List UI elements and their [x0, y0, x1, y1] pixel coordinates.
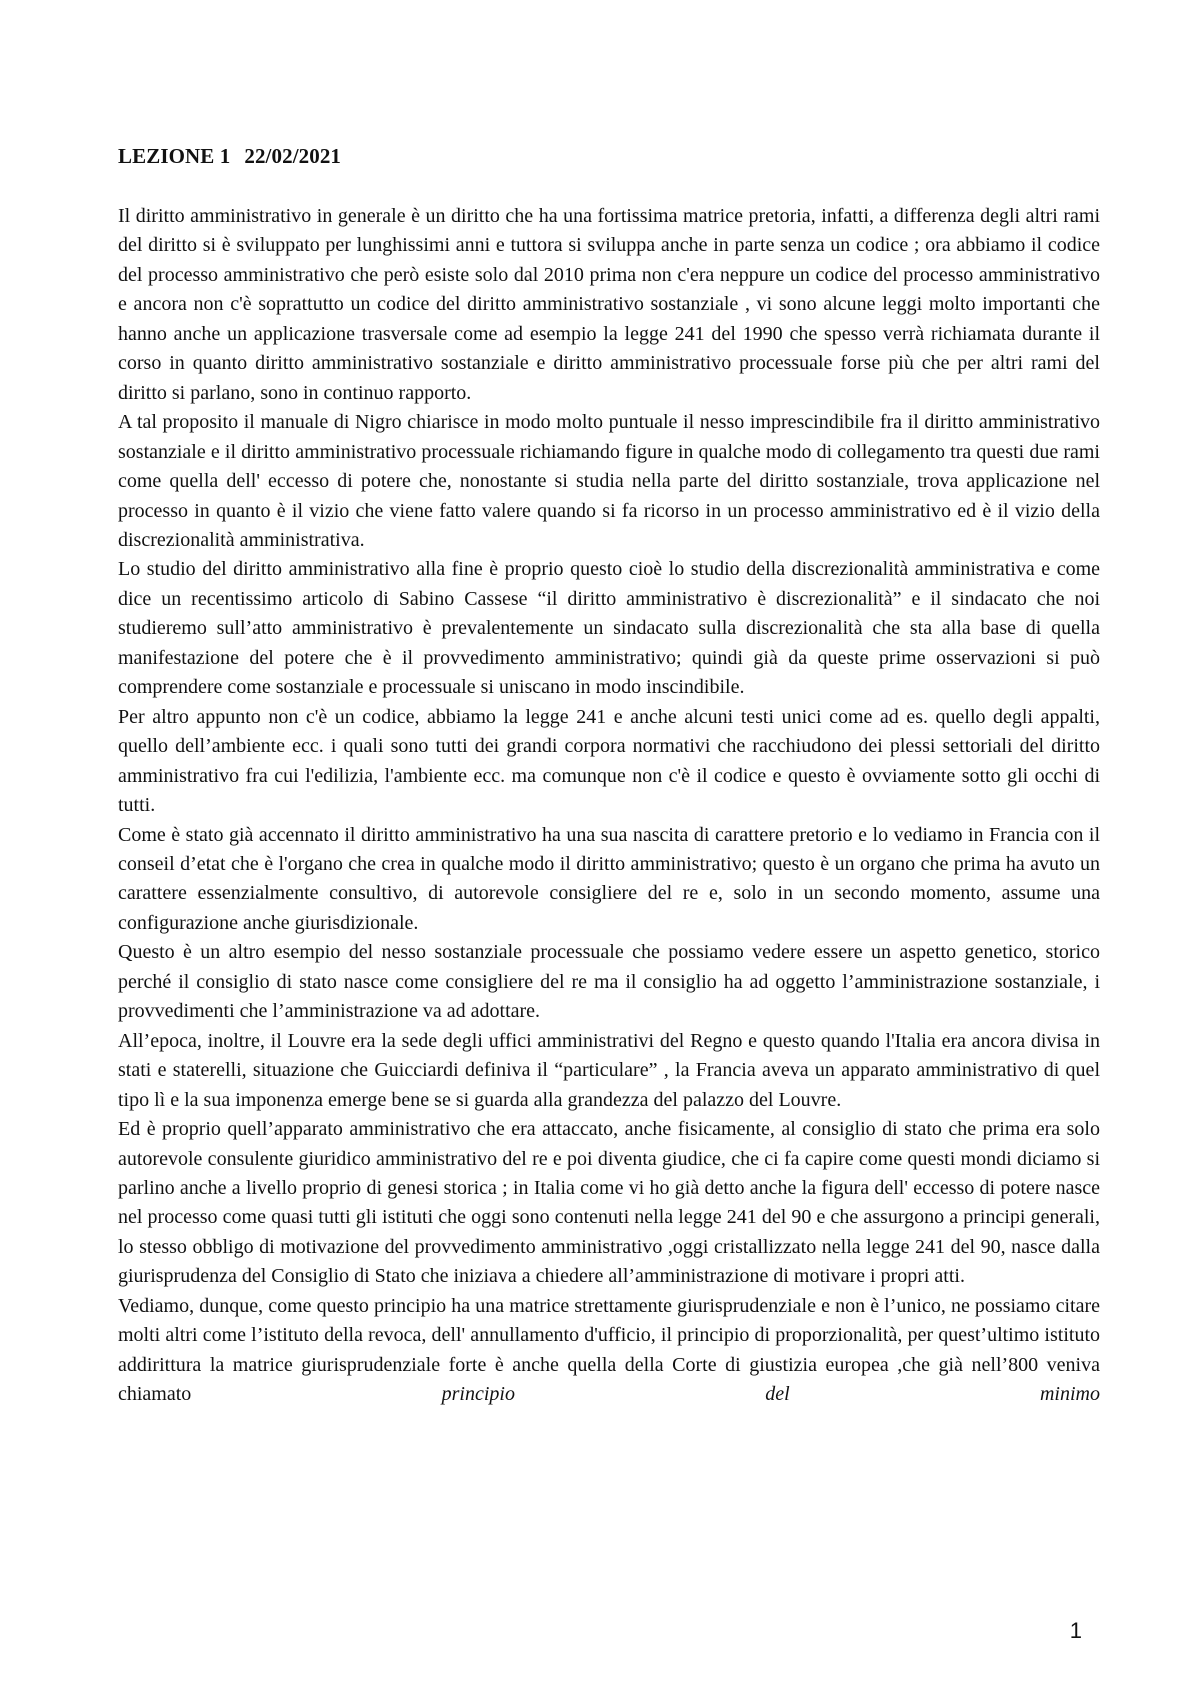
paragraph-principio-text: Vediamo, dunque, come questo principio ha una matrice strettamente giurisprudenziale e non è l’unico, ne possiamo citare molti altri come l’istituto della revoca, dell' annullamento d'ufficio, il principio di proporzionalità, per quest’ultimo istituto addirittura la matrice giurisprudenziale forte è anche quella della Corte di giustizia europea ,che già nell’800 veniva chiamato [118, 1294, 1100, 1406]
paragraph-intro: Il diritto amministrativo in generale è un diritto che ha una fortissima matrice pretoria, infatti, a differenza degli altri rami del diritto si è sviluppato per lunghissimi anni e tuttora si sviluppa anche in parte senza un codice ; ora abbiamo il codice del processo amministrativo che però esiste solo dal 2010 prima non c'era neppure un codice del processo amministrativo e ancora non c'è soprattutto un codice del diritto amministrativo sostanziale , vi sono alcune leggi molto importanti che hanno anche un applicazione trasversale come ad esempio la legge 241 del 1990 che spesso verrà richiamata durante il corso in quanto diritto amministrativo sostanziale e diritto amministrativo processuale forse più che per altri rami del diritto si parlano, sono in continuo rapporto. [118, 205, 1100, 404]
italic-term: principio del minimo [441, 1383, 1100, 1406]
paragraph-louvre: All’epoca, inoltre, il Louvre era la sede degli uffici amministrativi del Regno e questo quando l'Italia era ancora divisa in stati e staterelli, situazione che Guicciardi definiva il “particulare” , la Francia aveva un apparato amministrativo di quel tipo lì e la sua imponenza emerge bene se si guarda alla grandezza del palazzo del Louvre. [118, 1029, 1100, 1111]
paragraph-nigro: A tal proposito il manuale di Nigro chiarisce in modo molto puntuale il nesso imprescindibile fra il diritto amministrativo sostanziale e il diritto amministrativo processuale richiamando figure in qualche modo di collegamento tra questi due rami come quella dell' eccesso di potere che, nonostante si studia nella parte del diritto sostanziale, trova applicazione nel processo in quanto è il vizio che viene fatto valere quando si fa ricorso in un processo amministrativo ed è il vizio della discrezionalità amministrativa. [118, 411, 1100, 551]
paragraph-discrezionalita: Lo studio del diritto amministrativo alla fine è proprio questo cioè lo studio della discrezionalità amministrativa e come dice un recentissimo articolo di Sabino Cassese “il diritto amministrativo è discrezionalità” e il sindacato che noi studieremo sull’atto amministrativo è prevalentemente un sindacato sulla discrezionalità che sta alla base di quella manifestazione del potere che è il provvedimento amministrativo; quindi già da queste prime osservazioni si può comprendere come sostanziale e processuale si uniscano in modo inscindibile. [118, 558, 1100, 699]
paragraph-codice: Per altro appunto non c'è un codice, abbiamo la legge 241 e anche alcuni testi unici come ad es. quello degli appalti, quello dell’ambiente ecc. i quali sono tutti dei grandi corpora normativi che racchiudono dei plessi settoriali del diritto amministrativo fra cui l'edilizia, l'ambiente ecc. ma comunque non c'è il codice e questo è ovviamente sotto gli occhi di tutti. [118, 705, 1100, 817]
lesson-title: LEZIONE 1 [118, 144, 231, 168]
lesson-body [118, 202, 1100, 1410]
lesson-date: 22/02/2021 [244, 144, 342, 168]
lesson-heading [118, 144, 341, 169]
page-number: 1 [1069, 1618, 1082, 1643]
paragraph-conseil-detat: Come è stato già accennato il diritto amministrativo ha una sua nascita di carattere pretorio e lo vediamo in Francia con il conseil d’etat che è l'organo che crea in qualche modo il diritto amministrativo; questo è un organo che prima ha avuto un carattere essenzialmente consultivo, di autorevole consigliere del re e, solo in un secondo momento, assume una configurazione anche giurisdizionale. [118, 823, 1100, 934]
paragraph-apparato: Ed è proprio quell’apparato amministrativo che era attaccato, anche fisicamente, al consiglio di stato che prima era solo autorevole consulente giuridico amministrativo del re e poi diventa giudice, che ci fa capire come questi mondi diciamo si parlino anche a livello proprio di genesi storica ; in Italia come vi ho già detto anche la figura dell' eccesso di potere nasce nel processo come quasi tutti gli istituti che oggi sono contenuti nella legge 241 del 90 e che assurgono a principi generali, lo stesso obbligo di motivazione del provvedimento amministrativo ,oggi cristallizzato nella legge 241 del 90, nasce dalla giurisprudenza del Consiglio di Stato che iniziava a chiedere all’amministrazione di motivare i propri atti. [118, 1118, 1100, 1288]
paragraph-nesso: Questo è un altro esempio del nesso sostanziale processuale che possiamo vedere essere un aspetto genetico, storico perché il consiglio di stato nasce come consigliere del re ma il consiglio ha ad oggetto l’amministrazione sostanziale, i provvedimenti che l’amministrazione va ad adottare. [118, 941, 1100, 1023]
paragraph-principio [118, 1292, 1100, 1410]
